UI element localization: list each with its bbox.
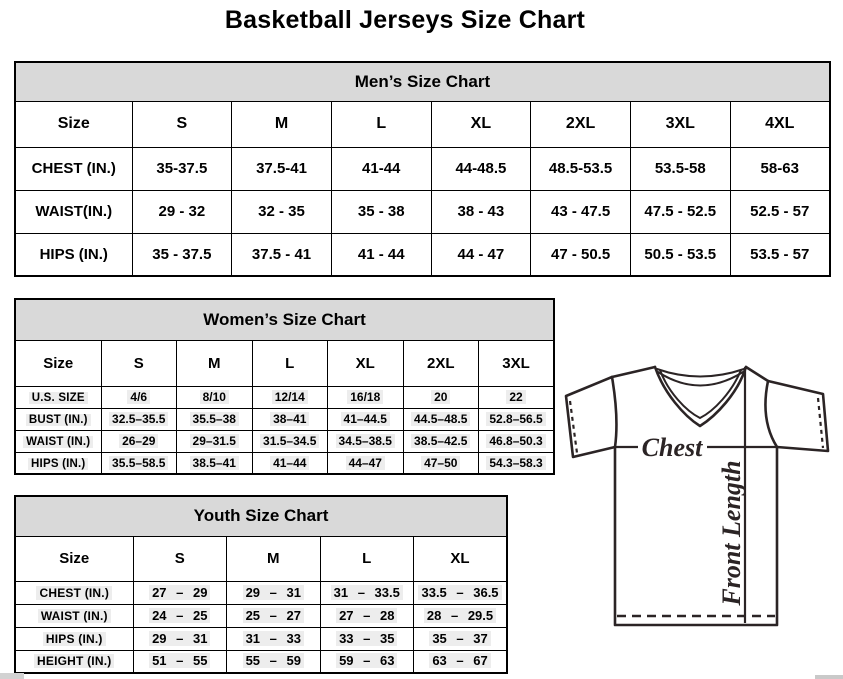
cell-value: 16/18 (347, 390, 383, 404)
youth-cell (227, 650, 321, 673)
womens-row-label (15, 408, 101, 430)
right-shoulder-seam (746, 367, 768, 381)
cell-value: 41–44.5 (341, 412, 390, 426)
table-row (15, 604, 507, 627)
youth-cell (320, 581, 414, 604)
womens-size-table (14, 298, 555, 475)
mens-cell: 29 - 32 (132, 190, 232, 233)
cell-value: 4/6 (127, 390, 150, 404)
mens-cell: 44-48.5 (431, 147, 531, 190)
cell-value: 59 – 63 (336, 653, 397, 668)
womens-cell (177, 386, 253, 408)
cell-value: 47–50 (421, 456, 460, 470)
front-length-label: Front Length (717, 460, 746, 606)
cell-value: 32.5–35.5 (109, 412, 168, 426)
cell-value: 29 – 31 (149, 631, 210, 646)
mens-size-table (14, 61, 831, 277)
cell-value: 22 (506, 390, 525, 404)
youth-cell (133, 627, 227, 650)
youth-col-header: M (227, 536, 321, 581)
mens-col-header: XL (431, 101, 531, 147)
row-label-text: HEIGHT (IN.) (34, 654, 114, 668)
cell-value: 29 – 31 (243, 585, 304, 600)
womens-table-title: Women’s Size Chart (15, 299, 554, 340)
mens-cell: 35 - 38 (331, 190, 431, 233)
womens-col-header: L (252, 340, 328, 386)
chest-label: Chest (641, 433, 703, 462)
mens-cell: 41-44 (331, 147, 431, 190)
mens-row-label: CHEST (IN.) (15, 147, 132, 190)
womens-cell (328, 430, 404, 452)
cell-value: 63 – 67 (429, 653, 490, 668)
youth-row-label (15, 604, 133, 627)
mens-cell: 35 - 37.5 (132, 233, 232, 276)
womens-cell (479, 386, 555, 408)
mens-cell: 35-37.5 (132, 147, 232, 190)
mens-cell: 53.5 - 57 (730, 233, 830, 276)
left-shoulder-seam (612, 367, 655, 377)
table-row (15, 147, 830, 190)
youth-row-label (15, 627, 133, 650)
womens-row-label (15, 386, 101, 408)
youth-cell (133, 581, 227, 604)
cell-value: 27 – 29 (149, 585, 210, 600)
youth-col-header: S (133, 536, 227, 581)
mens-header-row (15, 101, 830, 147)
cell-value: 29–31.5 (190, 434, 239, 448)
cell-value: 34.5–38.5 (336, 434, 395, 448)
womens-row-label (15, 430, 101, 452)
womens-cell (479, 452, 555, 474)
mens-cell: 53.5-58 (630, 147, 730, 190)
womens-cell (177, 430, 253, 452)
cell-value: 25 – 27 (243, 608, 304, 623)
mens-cell: 43 - 47.5 (531, 190, 631, 233)
mens-cell: 47.5 - 52.5 (630, 190, 730, 233)
cell-value: 54.3–58.3 (486, 456, 545, 470)
mens-cell: 47 - 50.5 (531, 233, 631, 276)
youth-cell (227, 627, 321, 650)
cutoff-artifact-left (0, 673, 24, 679)
youth-cell (227, 581, 321, 604)
youth-cell (414, 604, 508, 627)
mens-col-header: Size (15, 101, 132, 147)
youth-row-label (15, 650, 133, 673)
right-armhole-seam (765, 381, 777, 447)
mens-col-header: 2XL (531, 101, 631, 147)
youth-cell (320, 627, 414, 650)
womens-cell (479, 430, 555, 452)
womens-col-header: Size (15, 340, 101, 386)
youth-col-header: XL (414, 536, 508, 581)
womens-col-header: S (101, 340, 177, 386)
mens-col-header: L (331, 101, 431, 147)
cell-value: 41–44 (270, 456, 309, 470)
womens-cell (101, 430, 177, 452)
cell-value: 24 – 25 (149, 608, 210, 623)
body-outline (615, 447, 777, 625)
youth-cell (133, 650, 227, 673)
mens-col-header: M (232, 101, 332, 147)
table-row (15, 452, 554, 474)
mens-cell: 58-63 (730, 147, 830, 190)
womens-col-header: M (177, 340, 253, 386)
cell-value: 51 – 55 (149, 653, 210, 668)
womens-col-header: 2XL (403, 340, 479, 386)
table-row (15, 430, 554, 452)
collar-rib-line-1 (657, 369, 744, 377)
cell-value: 38–41 (270, 412, 309, 426)
womens-cell (252, 452, 328, 474)
mens-row-label: HIPS (IN.) (15, 233, 132, 276)
cutoff-artifact-right (815, 675, 843, 679)
mens-cell: 38 - 43 (431, 190, 531, 233)
table-row (15, 627, 507, 650)
youth-cell (414, 627, 508, 650)
table-row (15, 190, 830, 233)
page-title: Basketball Jerseys Size Chart (224, 6, 586, 34)
youth-cell (133, 604, 227, 627)
row-label-text: WAIST (IN.) (23, 436, 93, 448)
womens-cell (177, 452, 253, 474)
cell-value: 8/10 (200, 390, 229, 404)
youth-cell (320, 650, 414, 673)
cell-value: 44–47 (346, 456, 385, 470)
youth-header-row (15, 536, 507, 581)
cell-value: 46.8–50.3 (486, 434, 545, 448)
cell-value: 31.5–34.5 (260, 434, 319, 448)
womens-cell (252, 408, 328, 430)
womens-cell (403, 386, 479, 408)
cell-value: 35.5–38 (190, 412, 239, 426)
womens-cell (177, 408, 253, 430)
left-armhole-seam (612, 377, 616, 447)
cell-value: 31 – 33 (243, 631, 304, 646)
mens-cell: 41 - 44 (331, 233, 431, 276)
table-row (15, 650, 507, 673)
cell-value: 44.5–48.5 (411, 412, 470, 426)
cell-value: 38.5–41 (190, 456, 239, 470)
youth-col-header: L (320, 536, 414, 581)
womens-cell (252, 386, 328, 408)
womens-cell (328, 386, 404, 408)
womens-cell (403, 408, 479, 430)
table-row (15, 233, 830, 276)
row-label-text: U.S. SIZE (29, 392, 88, 404)
youth-cell (414, 581, 508, 604)
mens-cell: 37.5-41 (232, 147, 332, 190)
cell-value: 38.5–42.5 (411, 434, 470, 448)
cell-value: 52.8–56.5 (486, 412, 545, 426)
womens-cell (101, 452, 177, 474)
mens-table-title: Men’s Size Chart (15, 62, 830, 101)
youth-row-label (15, 581, 133, 604)
mens-cell: 50.5 - 53.5 (630, 233, 730, 276)
cell-value: 31 – 33.5 (331, 585, 403, 600)
mens-col-header: 3XL (630, 101, 730, 147)
youth-col-header: Size (15, 536, 133, 581)
row-label-text: HIPS (IN.) (43, 632, 106, 646)
womens-col-header: 3XL (479, 340, 555, 386)
mens-col-header: S (132, 101, 232, 147)
womens-cell (101, 408, 177, 430)
youth-size-table (14, 495, 508, 674)
womens-cell (252, 430, 328, 452)
womens-header-row (15, 340, 554, 386)
cell-value: 28 – 29.5 (424, 608, 496, 623)
cell-value: 35 – 37 (429, 631, 490, 646)
womens-cell (101, 386, 177, 408)
womens-title-row (15, 299, 554, 340)
womens-cell (328, 452, 404, 474)
jersey-diagram (556, 358, 836, 636)
cell-value: 35.5–58.5 (109, 456, 168, 470)
mens-cell: 48.5-53.5 (531, 147, 631, 190)
mens-cell: 37.5 - 41 (232, 233, 332, 276)
table-row (15, 386, 554, 408)
youth-cell (227, 604, 321, 627)
youth-cell (320, 604, 414, 627)
mens-cell: 32 - 35 (232, 190, 332, 233)
mens-col-header: 4XL (730, 101, 830, 147)
cell-value: 33.5 – 36.5 (418, 585, 501, 600)
womens-cell (479, 408, 555, 430)
cell-value: 12/14 (272, 390, 308, 404)
womens-col-header: XL (328, 340, 404, 386)
row-label-text: HIPS (IN.) (28, 458, 88, 470)
row-label-text: CHEST (IN.) (36, 586, 112, 600)
mens-cell: 52.5 - 57 (730, 190, 830, 233)
cell-value: 55 – 59 (243, 653, 304, 668)
cell-value: 20 (431, 390, 450, 404)
womens-row-label (15, 452, 101, 474)
left-sleeve-outline (566, 377, 615, 457)
womens-cell (403, 452, 479, 474)
youth-cell (414, 650, 508, 673)
womens-cell (328, 408, 404, 430)
cell-value: 26–29 (119, 434, 158, 448)
youth-title-row (15, 496, 507, 536)
cell-value: 27 – 28 (336, 608, 397, 623)
womens-cell (403, 430, 479, 452)
youth-table-title: Youth Size Chart (15, 496, 507, 536)
cell-value: 33 – 35 (336, 631, 397, 646)
table-row (15, 408, 554, 430)
mens-row-label: WAIST(IN.) (15, 190, 132, 233)
table-row (15, 581, 507, 604)
row-label-text: BUST (IN.) (26, 414, 91, 426)
mens-title-row (15, 62, 830, 101)
row-label-text: WAIST (IN.) (38, 609, 111, 623)
right-cuff-seam (818, 398, 823, 448)
mens-cell: 44 - 47 (431, 233, 531, 276)
